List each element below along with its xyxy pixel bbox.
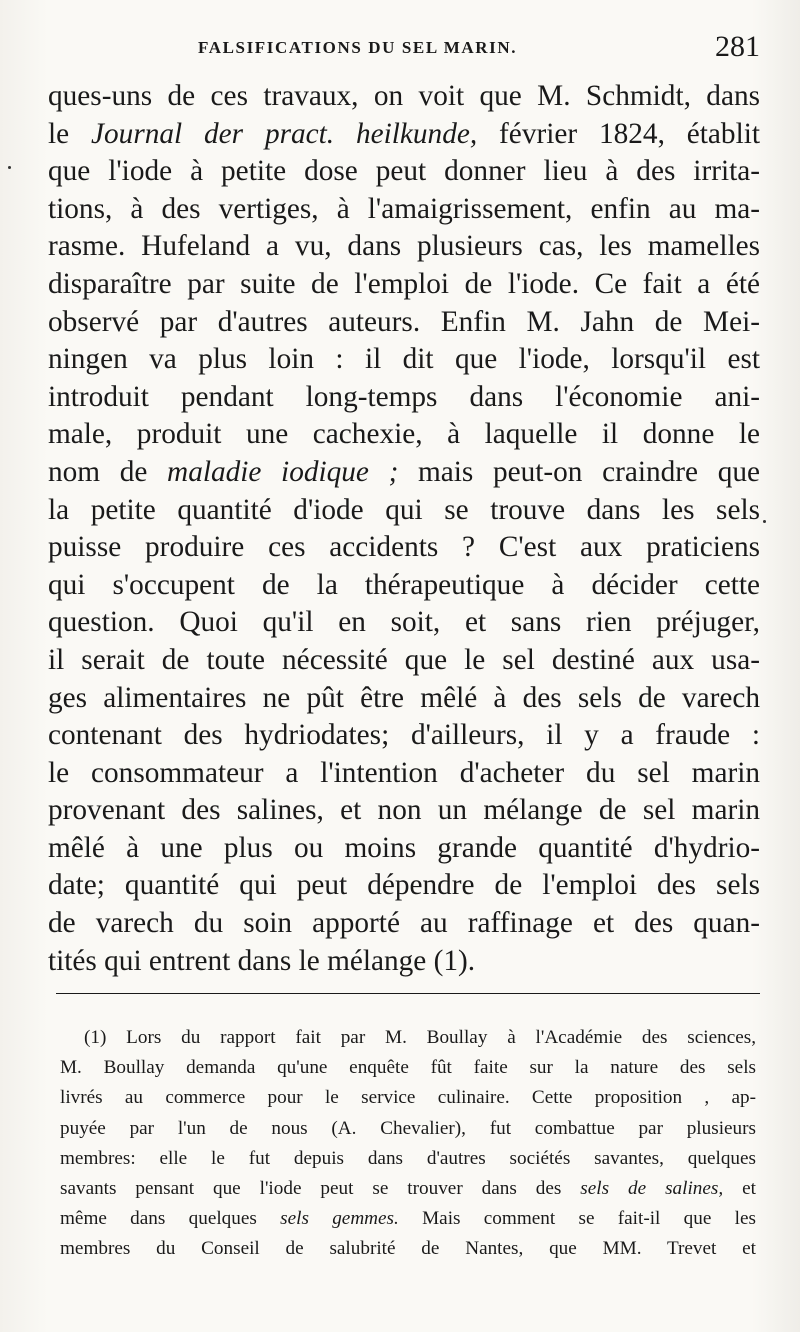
italic-term: sels gemmes. xyxy=(280,1208,399,1230)
text-line: le Journal der pract. heilkunde, février 1824, établit xyxy=(48,117,760,150)
text-line: ques-uns de ces travaux, on voit que M. Schmidt, dans xyxy=(48,80,760,112)
text-line: provenant des salines, et non un mélange de sel marin xyxy=(48,794,760,827)
running-title: FALSIFICATIONS DU SEL MARIN. xyxy=(198,38,518,57)
text-line: de varech du soin apporté au raffinage et des quan- xyxy=(48,907,760,940)
text-line: tités qui entrent dans le mélange (1). xyxy=(48,944,476,977)
text-line: male, produit une cachexie, à laquelle il donne le xyxy=(48,418,760,451)
text-line: question. Quoi qu'il en soit, et sans rien préjuger, xyxy=(48,606,760,639)
footnote-line: livrés au commerce pour le service culinaire. Cette proposition , ap- xyxy=(60,1087,756,1109)
text-line: que l'iode à petite dose peut donner lieu à des irrita- xyxy=(48,155,760,188)
journal-title: Journal der pract. heilkunde, xyxy=(91,117,478,150)
ink-speck xyxy=(763,520,766,523)
text-line: contenant des hydriodates; d'ailleurs, il y a fraude : xyxy=(48,719,760,752)
text-line: introduit pendant long-temps dans l'économie ani- xyxy=(48,380,760,413)
footnote-line: même dans quelques sels gemmes. Mais comment se fait-il que les xyxy=(60,1208,756,1230)
ink-speck xyxy=(8,166,11,169)
text-line: le consommateur a l'intention d'acheter du sel marin xyxy=(48,756,760,789)
text-line: tions, à des vertiges, à l'amaigrissement, enfin au ma- xyxy=(48,192,760,225)
text-line: ningen va plus loin : il dit que l'iode, lorsqu'il est xyxy=(48,343,760,376)
text-line: ges alimentaires ne pût être mêlé à des sels de varech xyxy=(48,681,760,714)
running-head xyxy=(48,30,760,70)
footnote-line: membres: elle le fut depuis dans d'autres sociétés savantes, quelques xyxy=(60,1147,756,1169)
italic-term: sels de salines, xyxy=(580,1177,724,1199)
text-line: la petite quantité d'iode qui se trouve dans les sels xyxy=(48,493,760,526)
footnote xyxy=(60,1023,756,1265)
italic-term: maladie iodique ; xyxy=(167,455,399,488)
text-line: observé par d'autres auteurs. Enfin M. Jahn de Mei- xyxy=(48,305,760,338)
footnote-line: M. Boullay demanda qu'une enquête fût faite sur la nature des sels xyxy=(60,1057,756,1079)
text-line: mêlé à une plus ou moins grande quantité d'hydrio- xyxy=(48,831,760,864)
text-line: nom de maladie iodique ; mais peut-on craindre que xyxy=(48,455,760,488)
page-number: 281 xyxy=(715,30,760,63)
footnote-line: savants pensant que l'iode peut se trouver dans des sels de salines, et xyxy=(60,1177,756,1199)
text-line: rasme. Hufeland a vu, dans plusieurs cas, les mamelles xyxy=(48,230,760,263)
text-line: puisse produire ces accidents ? C'est aux praticiens xyxy=(48,531,760,564)
footnote-rule xyxy=(56,993,760,994)
text-line: disparaître par suite de l'emploi de l'iode. Ce fait a été xyxy=(48,267,760,300)
text-line: il serait de toute nécessité que le sel destiné aux usa- xyxy=(48,643,760,676)
main-text xyxy=(48,78,760,980)
footnote-line: (1) Lors du rapport fait par M. Boullay à l'Académie des sciences, xyxy=(84,1027,756,1048)
text-line: qui s'occupent de la thérapeutique à décider cette xyxy=(48,568,760,601)
footnote-line: puyée par l'un de nous (A. Chevalier), fut combattue par plusieurs xyxy=(60,1117,756,1139)
footnote-line: membres du Conseil de salubrité de Nantes, que MM. Trevet et xyxy=(60,1238,756,1260)
text-line: date; quantité qui peut dépendre de l'emploi des sels xyxy=(48,869,760,902)
